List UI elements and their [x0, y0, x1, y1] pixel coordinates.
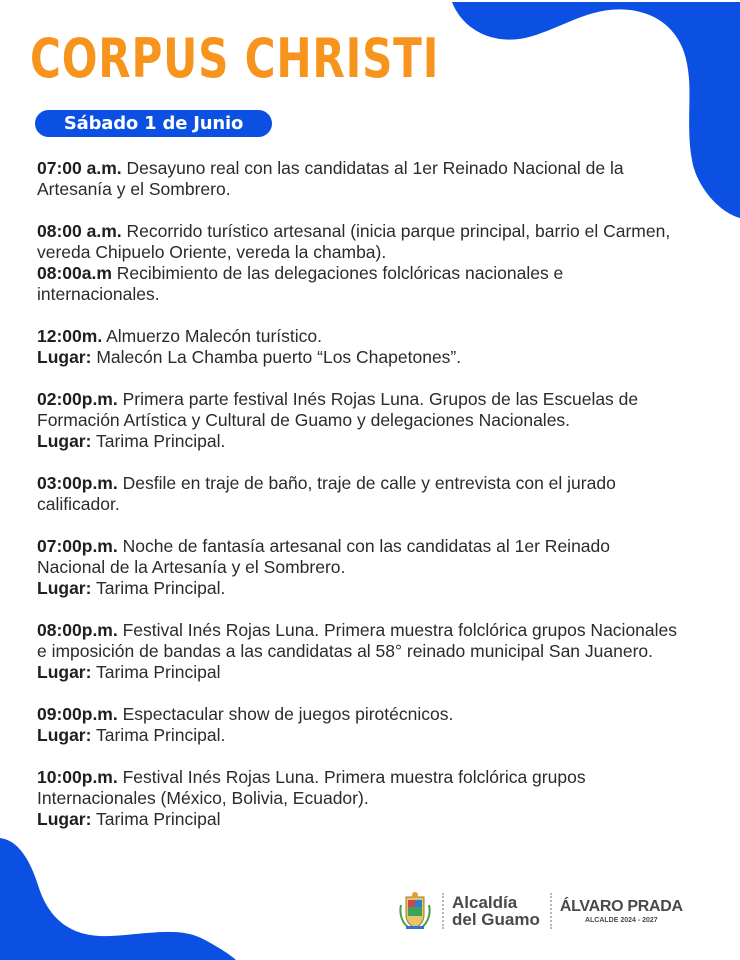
- event-line: [37, 389, 677, 431]
- location-value: Tarima Principal: [91, 662, 221, 682]
- location-value: Malecón La Chamba puerto “Los Chapetones”.: [91, 347, 462, 367]
- event-location: [37, 725, 677, 746]
- decorative-wave-bottom-left: [0, 830, 240, 960]
- event-schedule: [37, 158, 677, 830]
- location-value: Tarima Principal.: [91, 725, 226, 745]
- location-label: Lugar:: [37, 725, 92, 745]
- schedule-item: [37, 221, 677, 305]
- mayor-logo: [560, 898, 683, 925]
- municipality-line-1: Alcaldía: [452, 893, 518, 912]
- schedule-item: [37, 473, 677, 515]
- location-label: Lugar:: [37, 662, 92, 682]
- schedule-item: [37, 158, 677, 200]
- event-location: [37, 662, 677, 683]
- location-label: Lugar:: [37, 431, 92, 451]
- event-location: [37, 578, 677, 599]
- municipality-line-2: del Guamo: [452, 910, 540, 929]
- mayor-role: ALCALDE 2024 - 2027: [584, 916, 658, 924]
- divider: [550, 893, 552, 929]
- footer-logos: [398, 890, 683, 932]
- event-time: 10:00p.m.: [37, 767, 118, 787]
- event-time: 07:00p.m.: [37, 536, 118, 556]
- event-time: 08:00p.m.: [37, 620, 118, 640]
- event-location: [37, 809, 677, 830]
- event-description: Festival Inés Rojas Luna. Primera muestra folclórica grupos Nacionales e imposición de bandas a las candidatas al 58° reinado municipal San Juanero.: [37, 620, 678, 661]
- location-value: Tarima Principal.: [91, 578, 226, 598]
- event-time: 12:00m.: [37, 326, 103, 346]
- event-line: [37, 536, 677, 578]
- event-location: [37, 431, 677, 452]
- event-line: [37, 704, 677, 725]
- schedule-item: [37, 704, 677, 746]
- mayor-name: ÁLVARO PRADA: [559, 897, 683, 915]
- event-description: Recorrido turístico artesanal (inicia parque principal, barrio el Carmen, vereda Chipuelo Oriente, vereda la chamba).: [37, 221, 671, 262]
- event-time: 08:00 a.m.: [37, 221, 122, 241]
- location-label: Lugar:: [37, 347, 92, 367]
- event-time: 07:00 a.m.: [37, 158, 122, 178]
- schedule-item: [37, 389, 677, 452]
- event-location: [37, 347, 677, 368]
- location-label: Lugar:: [37, 809, 92, 829]
- event-line: [37, 326, 677, 347]
- municipality-name: [452, 894, 540, 928]
- event-line: [37, 221, 677, 263]
- event-time: 08:00a.m: [37, 263, 112, 283]
- event-description: Desfile en traje de baño, traje de calle y entrevista con el jurado calificador.: [37, 473, 616, 514]
- event-line: [37, 473, 677, 515]
- event-description: Recibimiento de las delegaciones folclóricas nacionales e internacionales.: [37, 263, 564, 304]
- event-description: Desayuno real con las candidatas al 1er Reinado Nacional de la Artesanía y el Sombrero.: [37, 158, 624, 199]
- schedule-item: [37, 767, 677, 830]
- event-description: Almuerzo Malecón turístico.: [102, 326, 322, 346]
- schedule-item: [37, 620, 677, 683]
- page-title: CORPUS CHRISTI: [30, 27, 440, 90]
- event-line: [37, 263, 677, 305]
- date-badge: Sábado 1 de Junio: [35, 110, 272, 137]
- event-description: Festival Inés Rojas Luna. Primera muestra folclórica grupos Internacionales (México, Bolivia, Ecuador).: [37, 767, 586, 808]
- event-description: Noche de fantasía artesanal con las candidatas al 1er Reinado Nacional de la Artesanía y el Sombrero.: [37, 536, 610, 577]
- event-time: 02:00p.m.: [37, 389, 118, 409]
- event-line: [37, 767, 677, 809]
- event-time: 03:00p.m.: [37, 473, 118, 493]
- event-description: Espectacular show de juegos pirotécnicos.: [117, 704, 454, 724]
- location-value: Tarima Principal.: [91, 431, 226, 451]
- location-label: Lugar:: [37, 578, 92, 598]
- event-line: [37, 620, 677, 662]
- schedule-item: [37, 536, 677, 599]
- event-description: Primera parte festival Inés Rojas Luna. Grupos de las Escuelas de Formación Artística y Cultural de Guamo y delegaciones Nacionales.: [37, 389, 639, 430]
- event-time: 09:00p.m.: [37, 704, 118, 724]
- divider: [442, 893, 444, 929]
- location-value: Tarima Principal: [91, 809, 221, 829]
- event-line: [37, 158, 677, 200]
- schedule-item: [37, 326, 677, 368]
- coat-of-arms-icon: [398, 891, 432, 931]
